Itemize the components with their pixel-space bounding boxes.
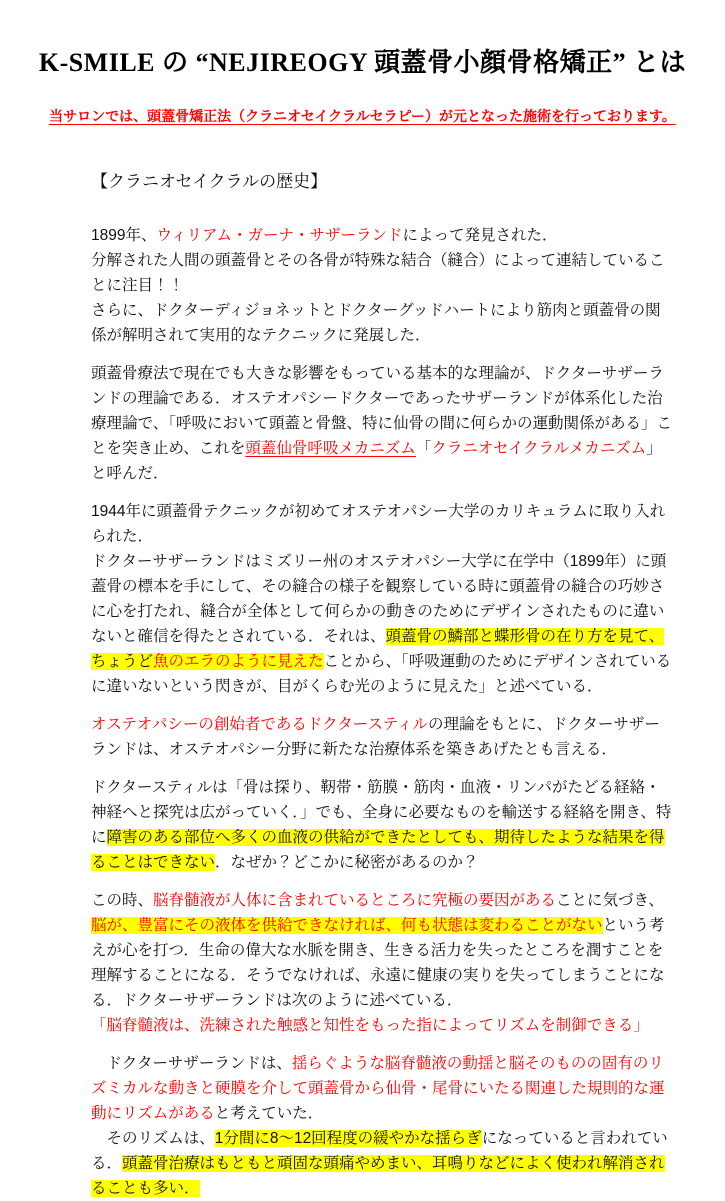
red-text-run: ウィリアム・ガーナ・サザーランド <box>156 227 403 244</box>
text-run: の理論をもとに、ドクターサザーランドは、オステオパシー分野に新たな治療体系を築きあげたとも言える． <box>91 716 660 758</box>
text-line <box>91 549 675 699</box>
highlighted-text-run: 脳が、豊富にその液体を供給できなければ、何も状態は変わることがない <box>91 917 603 934</box>
red-text-run: 揺らぐような脳脊髄液の動揺と脳そのものの固有のリズミカルな動きと硬膜を介して頭蓋骨から仙骨・尾骨にいたる関連した規則的な運動にリズムがある <box>91 1055 665 1122</box>
text-run: ドクターサザーランドは、 <box>91 1055 292 1072</box>
text-run: そのリズムは、 <box>91 1130 215 1147</box>
highlighted-text-run: 障害のある部位へ多くの血液の供給ができたとしても、期待したような結果を得ることはできない <box>91 829 665 871</box>
text-line <box>91 712 675 762</box>
text-run: 分解された人間の頭蓋骨とその各骨が特殊な結合（縫合）によって連結していることに注目！！ <box>91 252 665 294</box>
text-run: ドクターサザーランドはミズリー州のオステオパシー大学に在学中（1899年）に頭蓋骨の標本を手にして、その縫合の様子を観察している時に頭蓋骨の縫合の巧妙さに心を打たれ、縫合が全体として何らかの動きのためにデザインされたものに違いないと確信を得たとされている．それは、 <box>91 553 667 645</box>
text-line <box>91 1051 675 1126</box>
text-run: 「 <box>415 440 432 457</box>
text-line <box>91 298 675 348</box>
text-run: この時、 <box>91 892 154 909</box>
text-line <box>91 1126 675 1201</box>
highlighted-text-run: 頭蓋骨治療はもともと頑固な頭痛やめまい、耳鳴りなどによく使われ解消されることも多い． <box>91 1155 665 1197</box>
paragraph <box>91 775 675 875</box>
section-heading: 【クラニオセイクラルの歴史】 <box>91 172 328 191</box>
text-run: になっていると言われている． <box>91 1130 668 1172</box>
document-body <box>91 223 675 1201</box>
text-run: と考えていた． <box>214 1105 324 1122</box>
red-text-run: オステオパシーの創始者であるドクタースティル <box>91 716 428 733</box>
text-run: ドクタースティルは「骨は探り、靭帯・筋膜・筋肉・血液・リンパがたどる経絡・神経へと探究は広がっていく．」でも、全身に必要なものを輸送する経絡を開き、特に <box>91 779 672 846</box>
text-run: という考えが心を打つ．生命の偉大な水脈を開き、生きる活力を失ったところを潤すことを理解することになる．そうでなければ、永遠に健康の実りを失ってしまうことになる．ドクターサザーランドは次のように述べている． <box>91 917 665 1009</box>
red-text-run: 頭蓋仙骨呼吸メカニズム <box>245 440 416 457</box>
text-run: 頭蓋骨療法で現在でも大きな影響をもっている基本的な理論が、ドクターサザーランドの理論である．オステオパシードクターであったサザーランドが体系化した治療理論で、「呼吸において頭蓋と骨盤、特に仙骨の間に何らかの運動関係がある」ことを突き止め、これを <box>91 365 672 457</box>
text-run: 1899年、 <box>91 227 157 244</box>
text-line <box>91 248 675 298</box>
text-run: 」と呼んだ． <box>91 440 662 482</box>
paragraph <box>91 1051 675 1201</box>
text-line <box>91 361 675 486</box>
text-run: ことから、「呼吸運動のためにデザインされているに違いないという閃きが、目がくらむ光のように見えた」と述べている． <box>91 653 672 695</box>
red-text-run: 脳脊髄液が人体に含まれているところに究極の要因がある <box>153 892 557 909</box>
text-run: ．なぜか？どこかに秘密があるのか？ <box>215 854 479 871</box>
highlighted-text-run: 魚のエラのように見えた <box>153 653 324 670</box>
text-line <box>91 1013 675 1038</box>
text-run: 1944年に頭蓋骨テクニックが初めてオステオパシー大学のカリキュラムに取り入れられた． <box>91 503 666 545</box>
paragraph <box>91 712 675 762</box>
document-subtitle: 当サロンでは、頭蓋骨矯正法（クラニオセイクラルセラピー）が元となった施術を行っております。 <box>49 110 676 125</box>
text-line <box>91 775 675 875</box>
highlighted-text-run: 1分間に8～12回程度の緩やかな揺らぎ <box>214 1130 482 1147</box>
text-run: によって発見された． <box>402 227 558 244</box>
red-text-run: 「脳脊髄液は、洗練された触感と知性をもった指によってリズムを制御できる」 <box>91 1017 649 1034</box>
document-header <box>0 0 725 126</box>
paragraph <box>91 888 675 1038</box>
highlighted-text-run: 頭蓋骨の鱗部と蝶形骨の在り方を見て、ちょうど <box>91 628 665 670</box>
paragraph <box>91 223 675 348</box>
document-title: K-SMILE の “NEJIREOGY 頭蓋骨小顔骨格矯正” とは <box>38 48 687 77</box>
text-run: ことに気づき、 <box>556 892 664 909</box>
text-line <box>91 223 675 248</box>
text-run: さらに、ドクターディジョネットとドクターグッドハートにより筋肉と頭蓋骨の関係が解明されて実用的なテクニックに発展した． <box>91 302 661 344</box>
paragraph <box>91 499 675 699</box>
text-line <box>91 499 675 549</box>
paragraph <box>91 361 675 486</box>
text-line <box>91 888 675 1013</box>
red-text-run: クラニオセイクラルメカニズム <box>431 440 647 457</box>
